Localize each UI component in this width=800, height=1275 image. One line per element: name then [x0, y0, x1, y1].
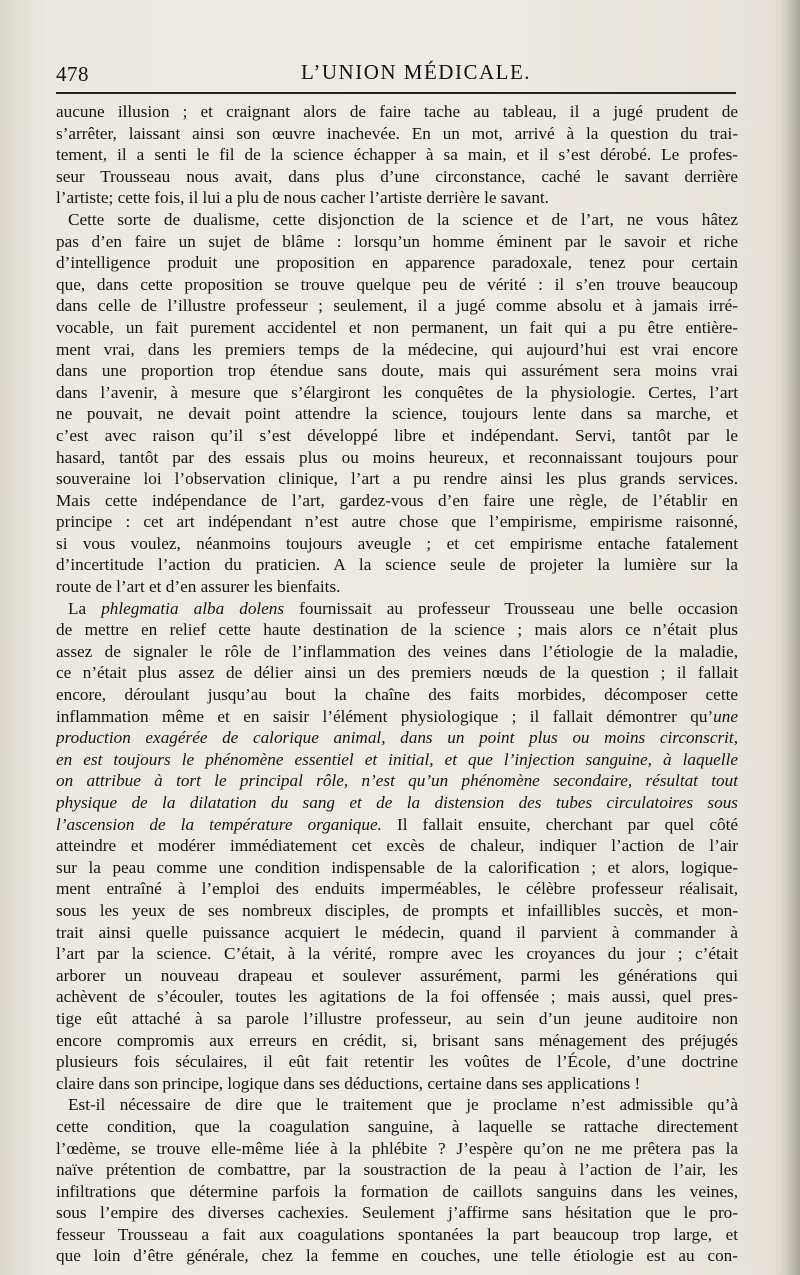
text-line: encore compromis aux erreurs en crédit, si, brisant sans ménagement des préjugés — [56, 1030, 738, 1050]
text-line: aucune illusion ; et craignant alors de faire tache au tableau, il a jugé prudent de — [56, 102, 738, 121]
page-edge-shadow — [782, 0, 800, 1275]
text-line: Est-il nécessaire de dire que le traitement que je proclame n’est admissible qu’à — [68, 1095, 738, 1115]
text-line: principe : cet art indépendant n’est autre chose que l’empirisme, empirisme raisonné, — [56, 512, 738, 532]
body-text — [56, 101, 738, 1267]
header-rule — [56, 92, 736, 94]
running-title: L’UNION MÉDICALE. — [301, 60, 532, 84]
text-fragment: La — [68, 598, 102, 618]
text-line: que loin d’être générale, chez la femme en couches, une telle étiologie est au con- — [56, 1246, 738, 1266]
text-line: tement, il a senti le fil de la science échapper à sa main, et il s’est dérobé. Le profes- — [56, 145, 738, 165]
text-line — [56, 598, 738, 620]
text-line: infiltrations que détermine parfois la formation de caillots sanguins dans les veines, — [56, 1181, 738, 1201]
text-line: sous les yeux de ses nombreux disciples, de prompts et infaillibles succès, et mon- — [56, 900, 738, 920]
text-line: vocable, un fait purement accidentel et non permanent, un fait qui a pu être entière- — [56, 317, 738, 337]
text-line: atteindre et modérer immédiatement cet excès de chaleur, indiquer l’action de l’air — [56, 836, 738, 856]
text-line: plusieurs fois séculaires, il eût fait retentir les voûtes de l’École, d’une doctrine — [56, 1052, 738, 1072]
text-line: Mais cette indépendance de l’art, gardez-vous d’en faire une règle, de l’établir en — [56, 490, 738, 510]
text-line: ment vrai, dans les premiers temps de la médecine, qui aujourd’hui est vrai encore — [56, 339, 738, 359]
text-line: fesseur Trousseau a fait aux coagulations spontanées la part beaucoup trop large, et — [56, 1224, 738, 1244]
text-line — [56, 814, 738, 836]
text-line: ce n’était plus assez de délier ainsi un des premiers nœuds de la question ; il fallait — [56, 663, 738, 683]
italic-term: phlegmatia alba dolens — [101, 598, 285, 618]
text-fragment: inflammation même et en saisir l’élément physiologique ; il fallait démontrer qu’ — [56, 706, 714, 726]
text-line: d’intelligence produit une proposition en apparence paradoxale, tenez pour certain — [56, 253, 738, 273]
text-line: arborer un nouveau drapeau et soulever assurément, parmi les générations qui — [56, 965, 738, 985]
italic-fragment: l’ascension de la température organique. — [56, 814, 382, 834]
text-fragment: Il fallait ensuite, cherchant par quel côté — [381, 814, 738, 834]
text-line: hasard, tantôt par des essais plus ou moins heureux, et reconnaissant toujours pour — [56, 447, 738, 467]
text-line: d’incertitude l’action du praticien. A la science seule de projeter la lumière sur la — [56, 555, 738, 575]
page-header — [56, 54, 736, 86]
text-line: c’est avec raison qu’il s’est développé libre et indépendant. Servi, tantôt par le — [56, 425, 738, 445]
text-line: s’arrêter, laissant ainsi son œuvre inachevée. En un mot, arrivé à la question du trai- — [56, 123, 738, 143]
text-line: pas d’en faire un sujet de blâme : lorsqu’un homme éminent par le savoir et riche — [56, 231, 738, 251]
italic-line: en est toujours le phénomène essentiel et initial, et que l’injection sanguine, à laquelle — [56, 749, 738, 769]
text-line: souveraine loi l’observation clinique, l’art a pu rendre ainsi les plus grands services. — [56, 469, 738, 489]
text-line: sous l’empire des diverses cachexies. Seulement j’affirme sans hésitation que le pro- — [56, 1203, 738, 1223]
text-line: de mettre en relief cette haute destination de la science ; mais alors ce n’était plus — [56, 620, 738, 640]
italic-fragment: une — [713, 706, 738, 726]
text-line: encore, déroulant jusqu’au bout la chaîne des faits morbides, décomposer cette — [56, 685, 738, 705]
text-line: l’œdème, se trouve elle-même liée à la phlébite ? J’espère qu’on ne me prêtera pas la — [56, 1138, 738, 1158]
text-line: route de l’art et d’en assurer les bienfaits. — [56, 577, 341, 597]
italic-line: physique de la dilatation du sang et de la distension des tubes circulatoires sous — [56, 793, 738, 812]
text-line: assez de signaler le rôle de l’inflammation des veines dans l’étiologie de la maladie, — [56, 641, 738, 661]
text-line: ment entraîné à l’emploi des enduits imperméables, le célèbre professeur réalisait, — [56, 879, 738, 899]
text-line: trait ainsi quelle puissance acquiert le médecin, quand il parvient à commander à — [56, 922, 738, 942]
text-line: dans l’avenir, à mesure que s’élargiront les conquêtes de la physiologie. Certes, l’art — [56, 382, 738, 402]
text-line: achèvent de s’écouler, toutes les agitations de la foi offensée ; mais aussi, quel pres- — [56, 987, 738, 1007]
text-line — [56, 706, 738, 728]
text-line: que, dans cette proposition se trouve quelque peu de vérité : il s’en trouve beaucoup — [56, 274, 738, 294]
text-line: si vous voulez, néanmoins toujours aveugle ; et cet empirisme entache fatalement — [56, 533, 738, 553]
text-line: l’artiste; cette fois, il lui a plu de nous cacher l’artiste derrière le savant. — [56, 188, 549, 208]
text-line: l’art par la science. C’était, à la vérité, rompre avec les croyances du jour ; c’était — [56, 944, 738, 964]
text-line: dans celle de l’illustre professeur ; seulement, il a jugé comme absolu et à jamais irré- — [56, 296, 738, 316]
text-line: claire dans son principe, logique dans ses déductions, certaine dans ses applications ! — [56, 1073, 641, 1093]
text-line: dans une proportion trop étendue sans doute, mais qui assurément sera moins vrai — [56, 361, 738, 381]
text-line: Cette sorte de dualisme, cette disjonction de la science et de l’art, ne vous hâtez — [68, 209, 738, 229]
text-line: sur la peau comme une condition indispensable de la calorification ; et alors, logique- — [56, 857, 738, 877]
italic-line: on attribue à tort le principal rôle, n’est qu’un phénomène secondaire, résultat tout — [56, 771, 738, 791]
text-line: cette condition, que la coagulation sanguine, à laquelle se rattache directement — [56, 1116, 738, 1136]
text-fragment: fournissait au professeur Trousseau une belle occasion — [284, 598, 738, 618]
text-line: ne pouvait, ne devait point attendre la science, toujours lente dans sa marche, et — [56, 404, 738, 424]
text-line: naïve prétention de combattre, par la soustraction de la peau à l’action de l’air, les — [56, 1160, 738, 1180]
text-line: seur Trousseau nous avait, dans plus d’une circonstance, caché le savant derrière — [56, 166, 738, 186]
page-number: 478 — [56, 62, 89, 86]
italic-line: production exagérée de calorique animal, dans un point plus ou moins circonscrit, — [56, 728, 738, 748]
text-line: tige eût attaché à sa parole l’illustre professeur, au sein d’un jeune auditoire non — [56, 1008, 738, 1028]
